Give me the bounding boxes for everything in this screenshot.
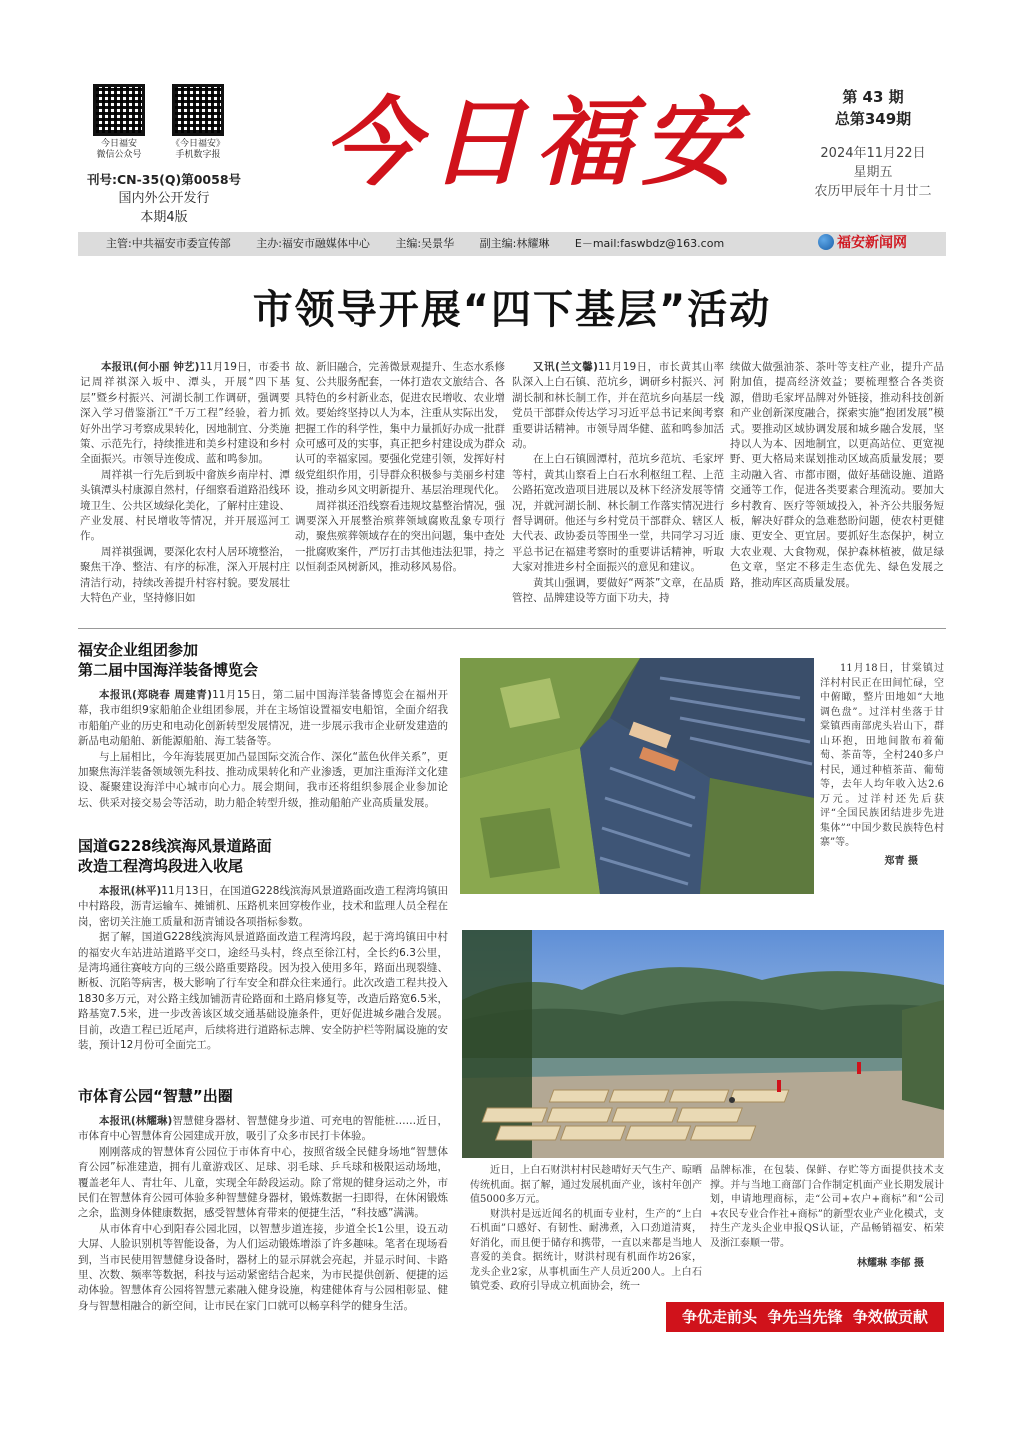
slogan-banner: 争优走前头 争先当先锋 争效做贡献 bbox=[666, 1302, 944, 1332]
lead-byline-1: 本报讯(何小丽 钟艺) bbox=[101, 361, 200, 373]
photo2-cap2-p1: 品牌标准，在包装、保鲜、存贮等方面提供技术支撑。并与当地工商部门合作制定机面产业长期发展计划，申请地理商标，走“公司+农户+商标”和“公司+农民专业合作社+商标”的新型农业产业化模式，支持生产龙头企业申报QS认证，产品畅销福安、柘荣及浙江泰顺一带。 bbox=[710, 1165, 944, 1249]
header bbox=[0, 0, 1024, 260]
email[interactable]: E－mail:faswbdz@163.com bbox=[574, 237, 725, 250]
lead-col4-p1: 续做大做强油茶、茶叶等支柱产业，提升产品附加值，提高经济效益；要梳理整合各类资源，借助毛家坪品牌对外链接，推动科技创新和产业创新深度融合，探索实施“抱团发展”模式。要推动区域协调发展和城乡融合发展，坚持以人为本、因地制宜，以更高站位、更宽视野、更大格局来谋划推动区域高质量发展；要主动融入省、市都市圈，做好基础设施、道路交通等工作，促进各类要素合理流动。要加大乡村教育、医疗等领域投入，补齐公共服务短板，解决好群众的急难愁盼问题，使农村更健康、更安全、更宜居。要抓好生态保护，树立大农业观、大食物观，保护森林植被，做足绿色文章，坚定不移走生态优先、绿色发展之路，推动库区高质量发展。 bbox=[730, 361, 944, 589]
total-issue: 总第349期 bbox=[834, 110, 912, 128]
editor: 主编:吴景华 bbox=[395, 237, 455, 250]
story2-title-2[interactable]: 改造工程湾坞段进入收尾 bbox=[78, 857, 244, 875]
story3-p3: 从市体育中心到阳春公园北园，以智慧步道连接，步道全长1公里，设五动大屏、人脸识别机等智能设备，为人们运动锻炼增添了许多趣味。笔者在现场看到，当市民使用智慧健身设备时，器材上的显示屏就会亮起，并显示时间、卡路里、次数、频率等数据，科技与运动紧密结合起来，为市民提供创新、便捷的运动体验。智慧体育公园将智慧元素融入健身设施，构建健体育与公园相彰显、健身与智慧相融合的新空间，让市民在家门口就可以畅享科学的健身生活。 bbox=[78, 1222, 448, 1312]
story2-p2: 据了解，国道G228线滨海风景道路面改造工程湾坞段，起于湾坞镇田中村的福安火车站进站道路平交口，途经马头村，终点至徐江村，全长约6.3公里，是湾坞通往赛岐方向的三级公路重要路段。因为投入使用多年，路面出现裂缝、断板、沉陷等病害，极大影响了行车安全和群众往来通行。此次改造工程共投入1830多万元，对公路主线加铺沥青砼路面和土路肩修复等，改造后路宽6.5米，路基宽7.5米，进一步改善该区域交通基础设施条件，更好促进城乡融合发展。目前，改造工程已近尾声，后续将进行道路标志牌、安全防护栏等附属设施的安装，预计12月份可全面完工。 bbox=[78, 931, 448, 1052]
story2-p1: 11月13日，在国道G228线滨海风景道路面改造工程湾坞镇田中村路段，沥青运输车、摊铺机、压路机来回穿梭作业，技术和监理人员全程在岗，密切关注施工质量和沥青铺设各项指标参数。 bbox=[78, 885, 448, 928]
story3-p1: 智慧健身器材、智慧健身步道、可充电的智能桩……近日，市体育中心智慧体育公园建成开放，吸引了众多市民打卡体验。 bbox=[78, 1115, 448, 1143]
deputy-editor: 副主编:林耀琳 bbox=[479, 237, 550, 250]
aerial-field-photo bbox=[460, 658, 814, 894]
info-bar bbox=[78, 232, 946, 256]
qr2-caption: 《今日福安》 手机数字报 bbox=[170, 139, 225, 160]
photo2-cap1-p1: 近日，上白石财洪村村民趁晴好天气生产、晾晒传统机面。据了解，通过发展机面产业，该村年创产值5000多万元。 bbox=[470, 1165, 702, 1205]
lead-byline-2: 又讯(兰文馨) bbox=[533, 361, 598, 373]
lead-col-3 bbox=[512, 360, 724, 620]
lead-col1-p3: 周祥祺强调，要深化农村人居环境整治，聚焦干净、整洁、有序的标准，深入开展村庄清洁行动，持续改善提升村容村貌。要发展壮大特色产业，坚持修旧如 bbox=[80, 545, 290, 605]
lead-col-4 bbox=[730, 360, 944, 620]
lead-col-1 bbox=[80, 360, 290, 620]
issue-number: 第 43 期 bbox=[842, 88, 904, 106]
story-shipbuilding bbox=[78, 640, 448, 811]
qr1-caption: 今日福安 微信公众号 bbox=[96, 139, 142, 160]
noodle-drying-photo bbox=[462, 930, 944, 1158]
photo2-caption-col1 bbox=[470, 1164, 702, 1295]
lead-col1-p2: 周祥祺一行先后到坂中畲族乡南岸村、潭头镇潭头村康源自然村，仔细察看道路沿线环境卫生、公共区域绿化美化，了解村庄建设、产业发展、村民增收等情况，并开展巡河工作。 bbox=[80, 468, 290, 543]
story3-byline: 本报讯(林耀琳) bbox=[99, 1115, 173, 1127]
lunar-date: 农历甲辰年十月廿二 bbox=[814, 184, 932, 199]
photo1-caption bbox=[820, 662, 944, 869]
story3-p2: 刚刚落成的智慧体育公园位于市体育中心，按照省级全民健身场地“智慧体育公园”标准建造，拥有儿童游戏区、足球、羽毛球、乒乓球和极限运动场地，覆盖老年人、青壮年、儿童，实现全年龄段运动。除了常规的健身运动之外，市民们在智慧体育公园可体验多种智慧健身器材，锻炼数据一扫即得，在休闲锻炼之余，监测身体健康数据，感受智慧体育带来的便捷生活，“科技感”满满。 bbox=[78, 1145, 448, 1220]
photo1-caption-text: 11月18日，甘棠镇过洋村村民正在田间忙碌，空中俯瞰，整片田地如“大地调色盘”。过洋村坐落于甘棠镇西南部虎头岩山下，群山环抱，田地间散布着葡萄、茶苗等，全村240多户村民，通过种植茶苗、葡萄等，去年人均年收入达2.6万元。过洋村还先后获评“全国民族团结进步先进集体”“中国少数民族特色村寨”等。 bbox=[820, 663, 944, 848]
reg-number: 刊号:CN-35(Q)第0058号 bbox=[86, 172, 242, 187]
story2-title-1[interactable]: 国道G228线滨海风景道路面 bbox=[78, 837, 272, 855]
story1-title-2[interactable]: 第二届中国海洋装备博览会 bbox=[78, 661, 259, 679]
story1-p2: 与上届相比，今年海装展更加凸显国际交流合作、深化“蓝色伙伴关系”，更加聚焦海洋装备领域领先科技、推动成果转化和产业渗透，更加注重海洋文化建设、凝聚建设海洋中心城市向心力。展会期间，我市还将组织参展企业参加论坛、供采对接交易会等活动，助力船企转型升级，推动船舶产业高质量发展。 bbox=[78, 750, 448, 809]
story1-title-1[interactable]: 福安企业组团参加 bbox=[78, 641, 199, 659]
story1-p1: 11月15日，第二届中国海洋装备博览会在福州开幕，我市组织9家船舶企业组团参展，并在主场馆设置福安电船馆，全面介绍我市船舶产业的历史和电动化创新转型发展情况，进一步展示我市企业研发建造的新品电动船舶、新能源船舶、海工装备等。 bbox=[78, 689, 448, 748]
news-site-logo[interactable] bbox=[818, 228, 907, 258]
weekday: 星期五 bbox=[853, 165, 893, 180]
lead-col2-p1: 故、新旧融合，完善微景观提升、生态水系修复、公共服务配套，一体打造农文旅结合、各具特色的乡村新业态，促进农民增收、农业增效。要始终坚持以人为本，注重从实际出发，把握工作的科学性，集中力量抓好办成一批群众可感可及的实事，真正把乡村建设成为群众认可的幸福家园。要强化党建引领，发挥好村级党组织作用，引导群众积极参与美丽乡村建设，推动乡风文明新提升、基层治理现代化。 bbox=[295, 361, 505, 497]
photo1-credit: 郑青 摄 bbox=[884, 855, 918, 867]
lead-col-2 bbox=[295, 360, 505, 620]
globe-icon bbox=[818, 234, 834, 250]
masthead-title: 今日福安 bbox=[323, 86, 747, 199]
lead-col3-p1: 11月19日，市长黄其山率队深入上白石镇、范坑乡，调研乡村振兴、河湖长制和林长制工作，并在范坑乡向基层一线党员干部群众传达学习习近平总书记来闽考察重要讲话精神。市领导周华健、蓝和鸣参加活动。 bbox=[512, 361, 724, 451]
story1-byline: 本报讯(郑晓春 周建青) bbox=[99, 689, 213, 701]
sponsor: 主管:中共福安市委宣传部 bbox=[106, 237, 231, 250]
story-road bbox=[78, 836, 448, 1053]
logo-text: 福安新闻网 bbox=[837, 235, 907, 251]
pages-count: 本期4版 bbox=[140, 210, 188, 225]
story2-byline: 本报讯(林平) bbox=[99, 885, 162, 897]
lead-headline-area bbox=[78, 278, 946, 335]
story3-title[interactable]: 市体育公园“智慧”出圈 bbox=[78, 1087, 233, 1105]
photo2-cap1-p2: 财洪村是远近闻名的机面专业村，生产的“上白石机面”口感好、有韧性、耐沸煮，入口劲道清爽，好消化，而且便于储存和携带，一直以来都是当地人喜爱的美食。据统计，财洪村现有机面作坊26家，龙头企业2家，从事机面生产人员近200人。上白石镇党委、政府引导成立机面协会，统一 bbox=[470, 1208, 702, 1292]
story-sports-park bbox=[78, 1086, 448, 1314]
date: 2024年11月22日 bbox=[820, 146, 926, 161]
epaper-qr-code[interactable] bbox=[172, 84, 224, 136]
lead-col3-p3: 黄其山强调，要做好“两茶”文章，在品质管控、品牌建设等方面下功夫，持 bbox=[512, 576, 724, 605]
host: 主办:福安市融媒体中心 bbox=[256, 237, 370, 250]
aerial-field-image bbox=[460, 658, 814, 894]
wechat-qr-code[interactable] bbox=[93, 84, 145, 136]
lead-col2-p2: 周祥祺还沿线察看违规坟墓整治情况，强调要深入开展整治殡葬领域腐败乱象专项行动，聚焦殡葬领域存在的突出问题，集中查处一批腐败案件，严厉打击其他违法犯罪，持之以恒刹歪风树新风，推动移风易俗。 bbox=[295, 499, 505, 574]
lead-headline[interactable]: 市领导开展“四下基层”活动 bbox=[252, 287, 772, 333]
distribution: 国内外公开发行 bbox=[118, 191, 210, 206]
photo2-credit: 林耀琳 李郁 摄 bbox=[857, 1258, 924, 1269]
lead-col3-p2: 在上白石镇圆潭村，范坑乡范坑、毛家坪等村，黄其山察看上白石水利枢纽工程、上范公路拓宽改造项目进展以及林下经济发展等情况，并就河湖长制、林长制工作落实情况进行督导调研。他还与乡村党员干部群众、辖区人大代表、政协委员等围坐一堂，共同学习习近平总书记在福建考察时的重要讲话精神，听取大家对推进乡村全面振兴的意见和建议。 bbox=[512, 453, 724, 574]
photo2-caption-col2 bbox=[710, 1164, 944, 1272]
lead-col1-p1: 11月19日，市委书记周祥祺深入坂中、潭头，开展“四下基层”暨乡村振兴、河湖长制工作调研，强调要深入学习借鉴浙江“千万工程”经验，着力抓好外出学习考察成果转化，因地制宜、分类施策、示范先行，持续推进和美乡村建设和乡村全面振兴。市领导连俊成、蓝和鸣参加。 bbox=[80, 361, 290, 466]
noodle-drying-image bbox=[462, 930, 944, 1158]
divider bbox=[78, 628, 946, 629]
